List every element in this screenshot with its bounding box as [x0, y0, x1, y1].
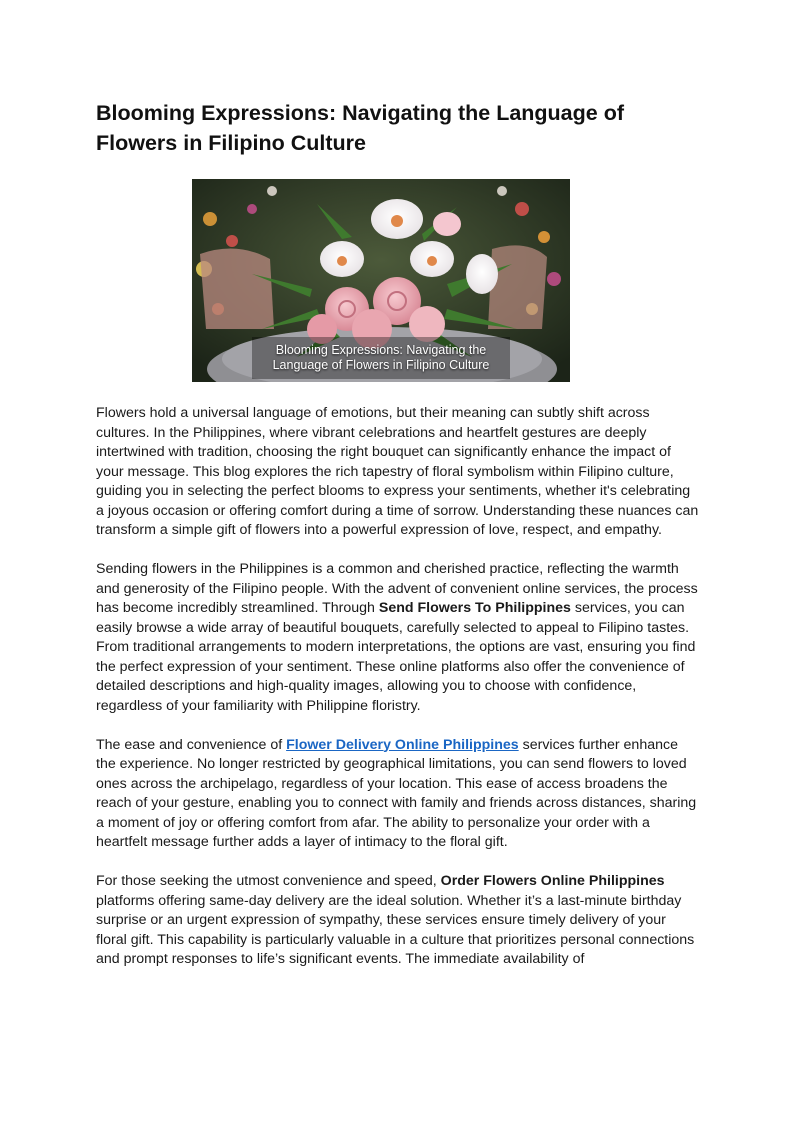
hero-caption-line2: Language of Flowers in Filipino Culture: [272, 358, 490, 372]
paragraph-intro: Flowers hold a universal language of emotions, but their meaning can subtly shift across cultures. In the Philippines, where vibrant celebrations and heartfelt gestures are deeply intertwined with tradition, choosing the right bouquet can significantly enhance the impact of your message. This blog explores the rich tapestry of floral symbolism within Filipino culture, guiding you in selecting the perfect blooms to express your sentiments, whether it's celebrating a joyous occasion or offering comfort during a time of sorrow. Understanding these nuances can transform a simple gift of flowers into a powerful expression of love, respect, and empathy.: [96, 405, 699, 538]
paragraph-text: services, you can easily browse a wide array of beautiful bouquets, carefully selected to appeal to Filipino tastes. From traditional arrangements to modern interpretations, the options are vast, ensuring you find the perfect expression of your sentiment. These online platforms also offer the convenience of detailed descriptions and high-quality images, allowing you to choose with confidence, regardless of your familiarity with Philippine floristry.: [96, 600, 696, 714]
paragraph-text: Sending flowers in the Philippines is a common and cherished practice, reflecting the warmth and generosity of the Filipino people. With the advent of convenient online services, the process has become incredibly streamlined. Through: [96, 561, 698, 616]
paragraph-text: platforms offering same-day delivery are the ideal solution. Whether it’s a last-minute birthday surprise or an urgent expression of sympathy, these services ensure timely delivery of your floral gift. This capability is particularly valuable in a culture that prioritizes personal connections and prompt responses to life’s significant events. The immediate availability of: [96, 892, 695, 967]
hero-image: [192, 179, 570, 382]
hero-caption-line1: Blooming Expressions: Navigating the: [275, 343, 487, 357]
paragraph-text: services further enhance the experience. No longer restricted by geographical limitations, you can send flowers to loved ones across the archipelago, regardless of your location. This ease of access broadens the reach of your gesture, enabling you to connect with family and friends across distances, sharing a moment of joy or offering comfort from afar. The ability to personalize your order with a heartfelt message further adds a layer of intimacy to the floral gift.: [96, 736, 697, 850]
article-title: Blooming Expressions: Navigating the Language of Flowers in Filipino Culture: [96, 101, 624, 155]
document-page: [96, 98, 700, 970]
bold-phrase: Order Flowers Online Philippines: [440, 873, 665, 889]
flower-delivery-link[interactable]: Flower Delivery Online Philippines: [286, 736, 519, 753]
hero-caption: [192, 343, 570, 373]
bold-phrase: Send Flowers To Philippines: [378, 600, 571, 616]
paragraph-text: The ease and convenience of: [96, 736, 287, 753]
paragraph-send-flowers: [96, 560, 700, 716]
paragraph-order-flowers: [96, 872, 700, 970]
paragraph-flower-delivery: [96, 736, 700, 853]
paragraph-text: For those seeking the utmost convenience and speed,: [96, 873, 441, 889]
